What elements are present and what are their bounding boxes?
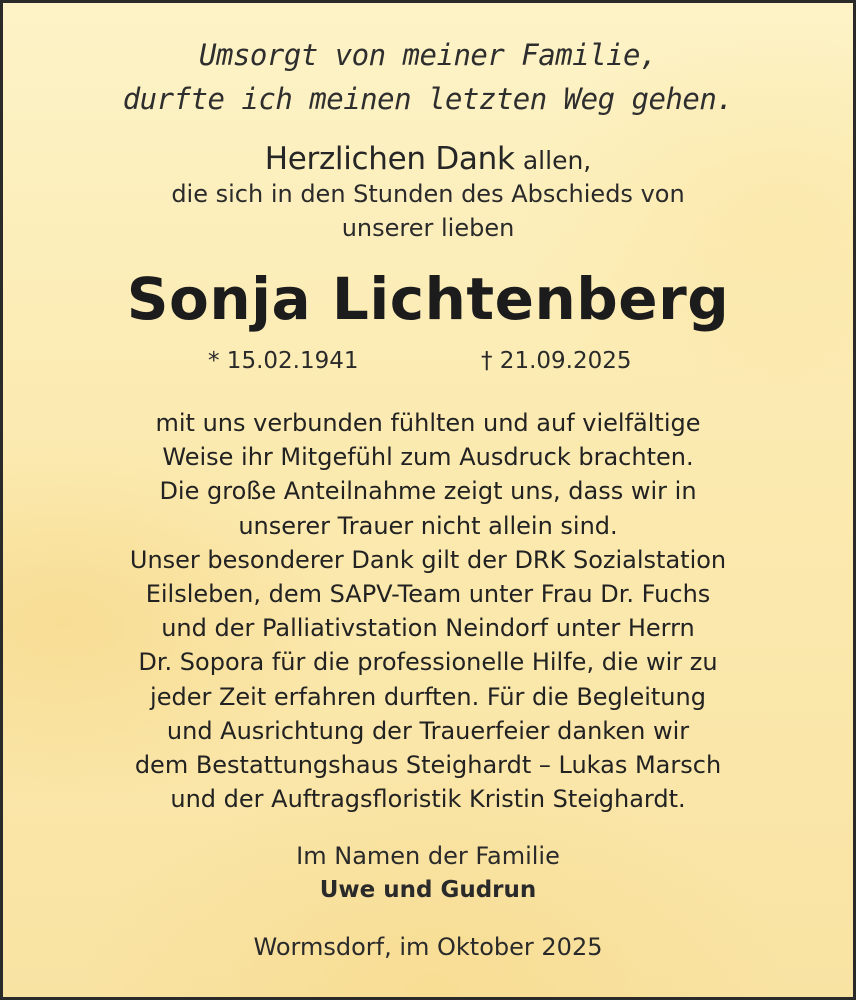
signature-intro: Im Namen der Familie bbox=[296, 842, 560, 870]
body-line: und Ausrichtung der Trauerfeier danken wir bbox=[166, 716, 690, 745]
motto-line: Umsorgt von meiner Familie, bbox=[199, 38, 657, 72]
thanks-body bbox=[3, 406, 853, 816]
body-line: Die große Anteilnahme zeigt uns, dass wir in bbox=[159, 477, 697, 506]
body-line: Weise ihr Mitgefühl zum Ausdruck brachten. bbox=[162, 443, 694, 472]
body-line: unserer Trauer nicht allein sind. bbox=[238, 511, 618, 540]
deceased-name: Sonja Lichtenberg bbox=[126, 265, 730, 333]
thanks-title: Herzlichen Dank bbox=[264, 141, 515, 177]
motto-verse bbox=[3, 33, 853, 121]
thanks-intro bbox=[3, 177, 853, 245]
body-line: und der Palliativstation Neindorf unter Herrn bbox=[161, 614, 695, 643]
signature-names: Uwe und Gudrun bbox=[319, 877, 537, 903]
body-line: Dr. Sopora für die professionelle Hilfe, die wir zu bbox=[138, 648, 718, 677]
death-date: † 21.09.2025 bbox=[481, 348, 632, 374]
body-line: jeder Zeit erfahren durften. Für die Begleitung bbox=[150, 682, 706, 711]
thanks-addressee: allen, bbox=[522, 146, 592, 175]
place-and-date: Wormsdorf, im Oktober 2025 bbox=[253, 933, 603, 961]
body-line: dem Bestattungshaus Steighardt – Lukas Marsch bbox=[134, 751, 722, 780]
intro-line: unserer lieben bbox=[341, 214, 515, 242]
motto-line: durfte ich meinen letzten Weg gehen. bbox=[122, 82, 734, 116]
thanks-heading bbox=[3, 139, 853, 181]
body-line: und der Auftragsfloristik Kristin Steighardt. bbox=[170, 785, 686, 814]
intro-line: die sich in den Stunden des Abschieds von bbox=[171, 180, 685, 208]
signature-block bbox=[3, 839, 853, 907]
body-line: mit uns verbunden fühlten und auf vielfältige bbox=[155, 409, 701, 437]
body-line: Eilsleben, dem SAPV-Team unter Frau Dr. Fuchs bbox=[145, 580, 711, 609]
birth-date: * 15.02.1941 bbox=[208, 348, 359, 374]
body-line: Unser besonderer Dank gilt der DRK Sozialstation bbox=[129, 545, 727, 574]
